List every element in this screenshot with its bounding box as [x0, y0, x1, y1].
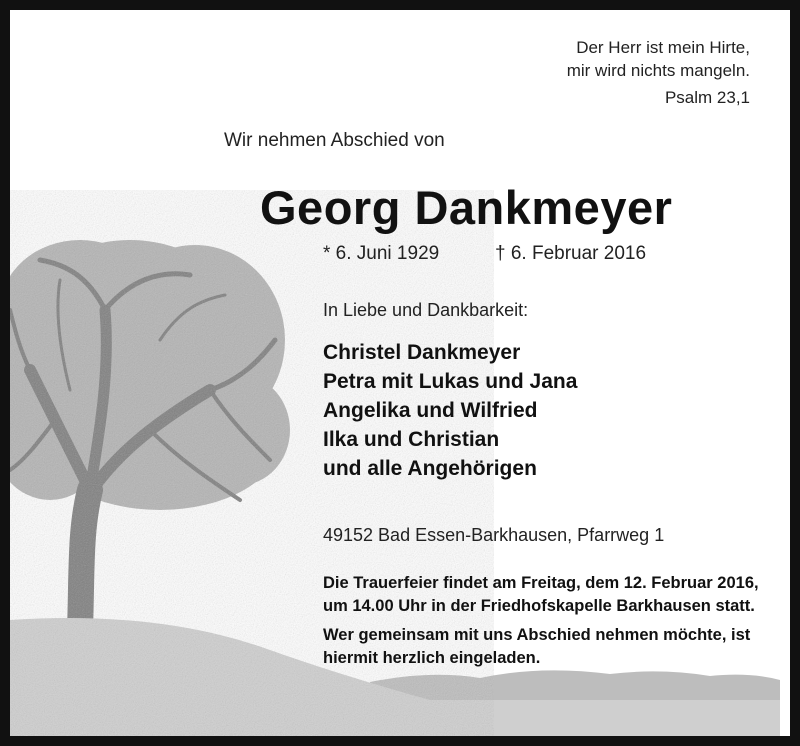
- mourner: Ilka und Christian: [323, 428, 500, 451]
- service-line-4: hiermit herzlich eingeladen.: [323, 649, 541, 667]
- service-info: [323, 572, 759, 676]
- address: 49152 Bad Essen-Barkhausen, Pfarrweg 1: [323, 525, 665, 545]
- mourners-list: [323, 338, 577, 483]
- psalm-quote: [567, 36, 750, 109]
- deceased-name: Georg Dankmeyer: [260, 181, 673, 234]
- psalm-line-2: mir wird nichts mangeln.: [566, 61, 750, 80]
- mourner: Petra mit Lukas und Jana: [323, 370, 578, 393]
- mourner: Christel Dankmeyer: [323, 341, 521, 364]
- psalm-reference: Psalm 23,1: [664, 88, 750, 107]
- mourner: Angelika und Wilfried: [323, 399, 538, 422]
- psalm-line-1: Der Herr ist mein Hirte,: [576, 38, 750, 57]
- life-dates: [323, 243, 647, 265]
- death-date: † 6. Februar 2016: [495, 243, 647, 264]
- service-line-3: Wer gemeinsam mit uns Abschied nehmen möchte, ist: [323, 626, 751, 644]
- service-line-1: Die Trauerfeier findet am Freitag, dem 12. Februar 2016,: [323, 574, 759, 592]
- thanks-line: In Liebe und Dankbarkeit:: [323, 300, 529, 320]
- service-line-2: um 14.00 Uhr in der Friedhofskapelle Barkhausen statt.: [323, 597, 755, 615]
- birth-date: * 6. Juni 1929: [323, 243, 440, 264]
- intro-text: Wir nehmen Abschied von: [224, 130, 445, 151]
- mourner: und alle Angehörigen: [323, 457, 537, 480]
